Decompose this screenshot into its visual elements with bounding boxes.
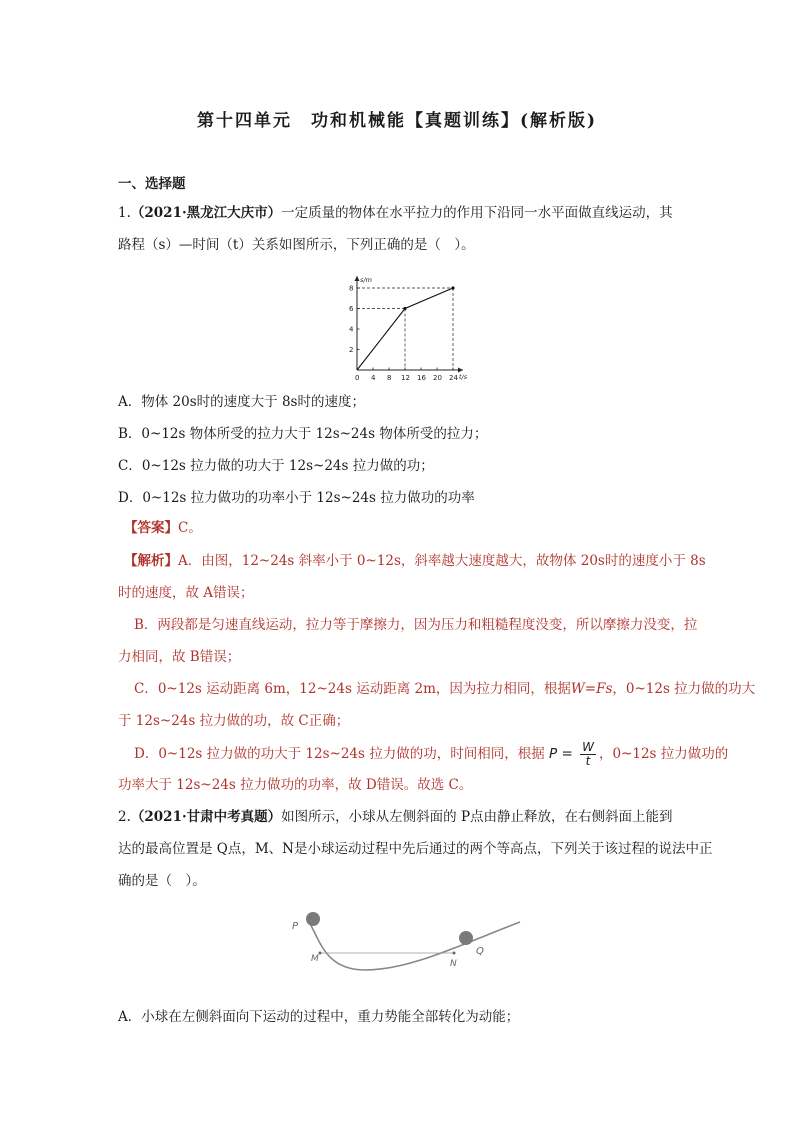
label-q: Q <box>476 946 484 957</box>
y-tick-label: 8 <box>349 284 354 293</box>
x-tick-label: 8 <box>387 374 392 382</box>
q1-number: 1. <box>118 205 131 221</box>
ball-q <box>459 931 473 945</box>
q1-stem-line2: 路程（s）—时间（t）关系如图所示，下列正确的是（ ）。 <box>118 237 475 253</box>
graph-root <box>349 276 468 382</box>
q1-option-a: A．物体 20s时的速度大于 8s时的速度； <box>118 394 365 410</box>
page-title: 第十四单元 功和机械能【真题训练】(解析版) <box>196 111 598 131</box>
q2-option-a: A．小球在左侧斜面向下运动的过程中，重力势能全部转化为动能； <box>118 1009 520 1025</box>
q1-option-d: D．0~12s 拉力做功的功率小于 12s~24s 拉力做功的功率 <box>118 490 475 506</box>
q2-slope-diagram <box>280 900 530 990</box>
y-tick-label: 4 <box>349 325 354 334</box>
analysis-d-line2: 功率大于 12s~24s 拉力做功的功率，故 D错误。故选 C。 <box>118 777 473 793</box>
x-tick-label: 20 <box>433 374 442 382</box>
formula-equals: = <box>561 746 573 762</box>
formula-numerator: W <box>582 740 594 754</box>
analysis-d-text1a: D．0~12s 拉力做的功大于 12s~24s 拉力做的功，时间相同，根据 <box>134 746 545 762</box>
label-m: M <box>311 954 319 964</box>
track-curve <box>308 920 520 970</box>
x-tick-label: 4 <box>371 374 376 382</box>
x-axis-arrow <box>458 368 463 373</box>
answer-label: 【答案】 <box>124 520 178 536</box>
label-p: P <box>292 921 299 932</box>
answer-value: C。 <box>178 520 202 536</box>
analysis-d-text1b: ，0~12s 拉力做功的 <box>598 746 729 762</box>
q2-source: （2021·甘肃中考真题） <box>130 809 282 825</box>
analysis-c-text1b: ，0~12s 拉力做的功大 <box>612 681 756 697</box>
q1-source: （2021·黑龙江大庆市） <box>130 205 282 221</box>
q1-st-graph <box>335 270 475 384</box>
q2-stem-text1: 如图所示，小球从左侧斜面的 P点由静止释放，在右侧斜面上能到 <box>281 809 673 825</box>
formula-fraction <box>580 741 596 768</box>
q2-number: 2. <box>118 809 131 825</box>
y-tick-label: 6 <box>349 305 354 313</box>
x-axis-label: t/s <box>459 373 468 381</box>
analysis-c-formula: W=Fs <box>570 681 613 697</box>
y-axis-label: s/m <box>360 276 372 284</box>
analysis-a-line2: 时的速度，故 A错误； <box>118 585 254 601</box>
analysis-c-line1 <box>134 679 755 699</box>
analysis-b-line2: 力相同，故 B错误； <box>118 649 241 665</box>
q2-stem-line1 <box>118 807 673 827</box>
data-point <box>403 307 406 310</box>
q2-stem-line3: 确的是（ ）。 <box>118 873 206 889</box>
ball-p <box>306 912 320 926</box>
analysis-b-line1: B．两段都是匀速直线运动，拉力等于摩擦力，因为压力和粗糙程度没变，所以摩擦力没变，拉 <box>134 617 698 633</box>
analysis-c-text1a: C．0~12s 运动距离 6m，12~24s 运动距离 2m，因为拉力相同，根据 <box>134 681 571 697</box>
y-axis-arrow <box>355 276 360 281</box>
analysis-a-text1: A．由图，12~24s 斜率小于 0~12s，斜率越大速度越大，故物体 20s时的速度小于 8s <box>178 553 706 569</box>
formula-denominator: t <box>585 754 591 768</box>
q1-stem-text1: 一定质量的物体在水平拉力的作用下沿同一水平面做直线运动，其 <box>281 205 673 221</box>
q1-stem-line1 <box>118 203 673 223</box>
analysis-label: 【解析】 <box>124 553 178 569</box>
data-point <box>451 286 454 289</box>
q1-answer <box>124 518 202 538</box>
point-n <box>453 952 456 955</box>
x-tick-label: 0 <box>355 374 360 382</box>
q1-option-c: C．0~12s 拉力做的功大于 12s~24s 拉力做的功； <box>118 458 434 474</box>
q1-option-b: B．0~12s 物体所受的拉力大于 12s~24s 物体所受的拉力； <box>118 426 488 442</box>
point-m <box>319 952 322 955</box>
x-tick-label: 12 <box>401 374 410 382</box>
formula-p: P <box>549 746 558 762</box>
analysis-d-line1 <box>134 741 728 768</box>
section-heading: 一、选择题 <box>118 176 186 192</box>
analysis-a-line1 <box>124 551 706 571</box>
label-n: N <box>450 959 457 969</box>
analysis-c-line2: 于 12s~24s 拉力做的功，故 C正确； <box>118 713 350 729</box>
x-tick-label: 24 <box>449 374 458 382</box>
x-tick-label: 16 <box>417 374 426 382</box>
y-tick-label: 2 <box>349 346 354 354</box>
q2-stem-line2: 达的最高位置是 Q点，M、N是小球运动过程中先后通过的两个等高点，下列关于该过程的说法中正 <box>118 841 713 857</box>
